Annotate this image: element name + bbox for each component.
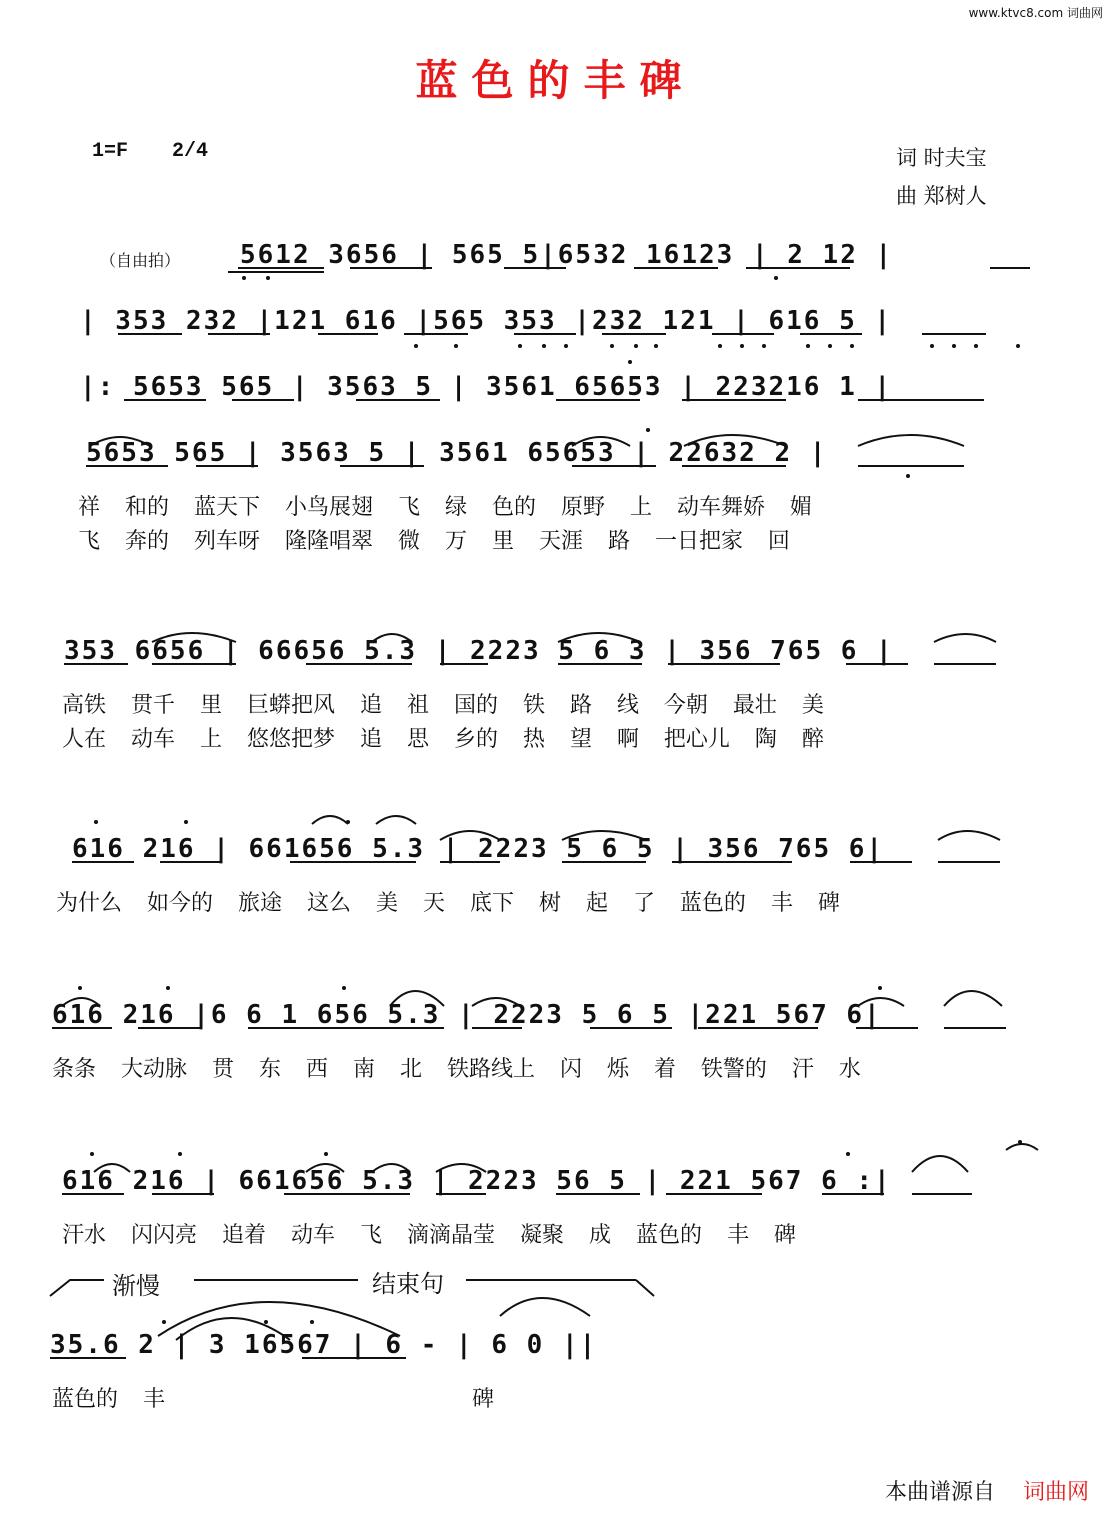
score-line-4: 5653 565 | 3563 5 | 3561 65653 | 22632 2 | [86,438,828,468]
time-signature: 2/4 [172,140,209,163]
ending-phrase-label: 结束句 [372,1270,444,1298]
composer-credit: 曲 郑树人 [896,184,987,208]
lyrics-line-6: 为什么 如今的 旅途 这么 美 天 底下 树 起 了 蓝色的 丰 碑 [56,891,840,916]
lyrics-line-5a: 高铁 贯千 里 巨蟒把风 追 祖 国的 铁 路 线 今朝 最壮 美 [62,693,824,718]
score-line-5: 353 6656 | 66656 5.3 | 2223 5 6 3 | 356 765 6 | [64,636,894,666]
free-tempo-marking: （自由拍） [100,251,181,270]
lyricist-credit: 词 时夫宝 [896,146,987,170]
site-watermark-top: www.ktvc8.com 词曲网 [968,6,1103,20]
score-line-8: 616 216 | 661656 5.3 | 2223 56 5 | 221 567 6 :| [62,1166,892,1196]
key-signature: 1=F [92,140,129,163]
score-line-6: 616 216 | 661656 5.3 | 2223 5 6 5 | 356 765 6| [72,834,885,864]
lyrics-line-5b: 人在 动车 上 悠悠把梦 追 思 乡的 热 望 啊 把心儿 陶 醉 [62,727,824,752]
lyrics-line-4b: 飞 奔的 列车呀 隆隆唱翠 微 万 里 天涯 路 一日把家 回 [78,529,790,554]
footer-site-label[interactable]: 词曲网 [1022,1480,1089,1505]
lyrics-line-4a: 祥 和的 蓝天下 小鸟展翅 飞 绿 色的 原野 上 动车舞娇 媚 [78,495,812,520]
ritardando-label: 渐慢 [112,1272,160,1300]
score-line-1: 5612 3656 | 565 5|6532 16123 | 2 12 | [240,240,894,270]
score-line-3: |: 5653 565 | 3563 5 | 3561 65653 | 223216 1 | [80,372,893,402]
score-line-9: 35.6 2 | 3 16567 | 6 - | 6 0 || [50,1330,598,1360]
song-title: 蓝色的丰碑 [415,56,696,105]
score-line-2: | 353 232 |121 616 |565 353 |232 121 | 616 5 | [80,306,893,336]
lyrics-line-8: 汗水 闪闪亮 追着 动车 飞 滴滴晶莹 凝聚 成 蓝色的 丰 碑 [62,1223,796,1248]
score-line-7: 616 216 |6 6 1 656 5.3 | 2223 5 6 5 |221 567 6| [52,1000,882,1030]
footer-source-label: 本曲谱源自 [884,1480,995,1505]
lyrics-line-7: 条条 大动脉 贯 东 西 南 北 铁路线上 闪 烁 着 铁警的 汗 水 [52,1057,861,1082]
lyrics-line-9a: 蓝色的 丰 [52,1387,165,1412]
lyrics-line-9b: 碑 [472,1387,495,1412]
